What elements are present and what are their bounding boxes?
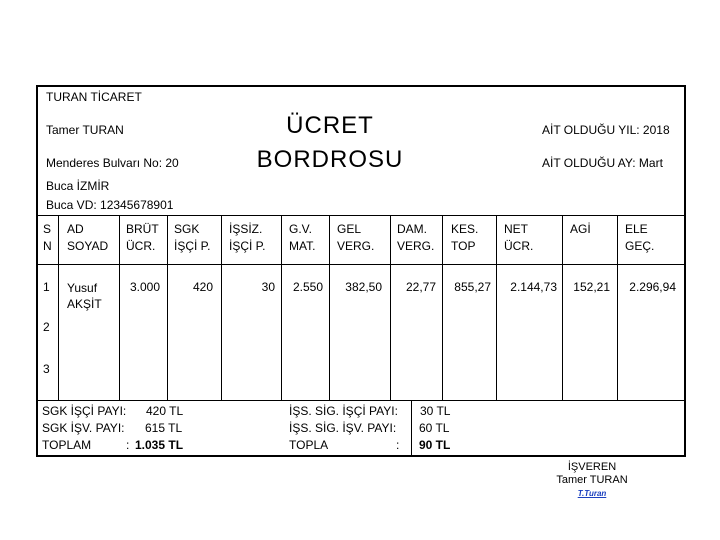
row1-gvmat: 2.550 — [293, 280, 324, 294]
row1-gelverg: 382,50 — [345, 280, 382, 294]
document-title-line2: BORDROSU — [256, 146, 404, 173]
row1-ele: 2.296,94 — [629, 280, 676, 294]
sgk-employer-value: 615 TL — [145, 421, 183, 435]
row1-name: Yusuf AKŞİT — [67, 281, 102, 311]
company-address: Menderes Bulvarı No: 20 — [46, 156, 179, 170]
signature-block — [540, 461, 644, 500]
col-header-gelverg: GEL VERG. — [337, 222, 375, 253]
company-tax-no: Buca VD: 12345678901 — [46, 198, 174, 212]
period-year: AİT OLDUĞU YIL: 2018 — [542, 123, 670, 137]
col-divider-brut — [167, 215, 168, 400]
row1-kestop: 855,27 — [454, 280, 491, 294]
unemp-worker-label: İŞS. SİG. İŞÇİ PAYI: — [289, 404, 398, 418]
col-header-name: AD SOYAD — [67, 222, 109, 253]
column-header-divider — [36, 264, 686, 265]
col-divider-net — [562, 215, 563, 400]
col-header-sn: S N — [43, 222, 52, 253]
col-header-brut: BRÜT ÜCR. — [126, 222, 159, 253]
col-header-agi: AGİ — [570, 222, 591, 236]
unemp-total-label: TOPLA — [289, 438, 329, 452]
signature-mark: T.Turan — [577, 489, 607, 498]
col-divider-damverg — [442, 215, 443, 400]
sgk-total-sep: : — [126, 438, 130, 452]
row3-no: 3 — [43, 362, 50, 376]
sgk-total-label: TOPLAM — [42, 438, 92, 452]
row1-no: 1 — [43, 280, 50, 294]
sgk-total-value: 1.035 TL — [135, 438, 184, 452]
row1-brut: 3.000 — [130, 280, 161, 294]
col-divider-name — [119, 215, 120, 400]
row2-no: 2 — [43, 320, 50, 334]
company-owner: Tamer TURAN — [46, 123, 124, 137]
col-header-ele: ELE GEÇ. — [625, 222, 655, 253]
unemp-total-sep: : — [396, 438, 400, 452]
signature-name: Tamer TURAN — [556, 474, 628, 486]
col-divider-sn — [58, 215, 59, 400]
unemp-total-value: 90 TL — [419, 438, 451, 452]
sgk-summary — [42, 403, 183, 454]
col-header-kestop: KES. TOP — [451, 222, 479, 253]
row1-net: 2.144,73 — [510, 280, 557, 294]
document-title-line1: ÜCRET — [286, 112, 374, 139]
signature-role: İŞVEREN — [567, 461, 617, 473]
col-header-sgk: SGK İŞÇİ P. — [174, 222, 211, 253]
col-divider-issiz — [281, 215, 282, 400]
col-header-net: NET ÜCR. — [504, 222, 534, 253]
unemp-employer-label: İŞS. SİG. İŞV. PAYI: — [289, 421, 397, 435]
row1-damverg: 22,77 — [405, 280, 436, 294]
col-header-issiz: İŞSİZ. İŞÇİ P. — [229, 222, 266, 253]
unemp-worker-value: 30 TL — [420, 404, 451, 418]
sgk-worker-label: SGK İŞÇİ PAYI: — [42, 404, 127, 418]
sgk-employer-label: SGK İŞV. PAYI: — [42, 421, 125, 435]
payroll-frame — [36, 85, 686, 457]
col-header-damverg: DAM. VERG. — [397, 222, 435, 253]
data-divider — [36, 400, 686, 401]
company-city: Buca İZMİR — [46, 179, 110, 193]
row1-sgk: 420 — [192, 280, 213, 294]
sgk-worker-value: 420 TL — [146, 404, 184, 418]
col-divider-gelverg — [390, 215, 391, 400]
col-divider-kestop — [496, 215, 497, 400]
unemp-employer-value: 60 TL — [419, 421, 450, 435]
col-divider-gvmat — [329, 215, 330, 400]
col-header-gvmat: G.V. MAT. — [289, 222, 316, 253]
col-divider-sgk — [221, 215, 222, 400]
row1-issiz: 30 — [261, 280, 275, 294]
unemployment-summary — [289, 403, 450, 454]
header-divider — [36, 215, 686, 216]
company-name: TURAN TİCARET — [46, 90, 142, 104]
col-divider-agi — [617, 215, 618, 400]
period-month: AİT OLDUĞU AY: Mart — [542, 156, 663, 170]
row1-agi: 152,21 — [573, 280, 610, 294]
